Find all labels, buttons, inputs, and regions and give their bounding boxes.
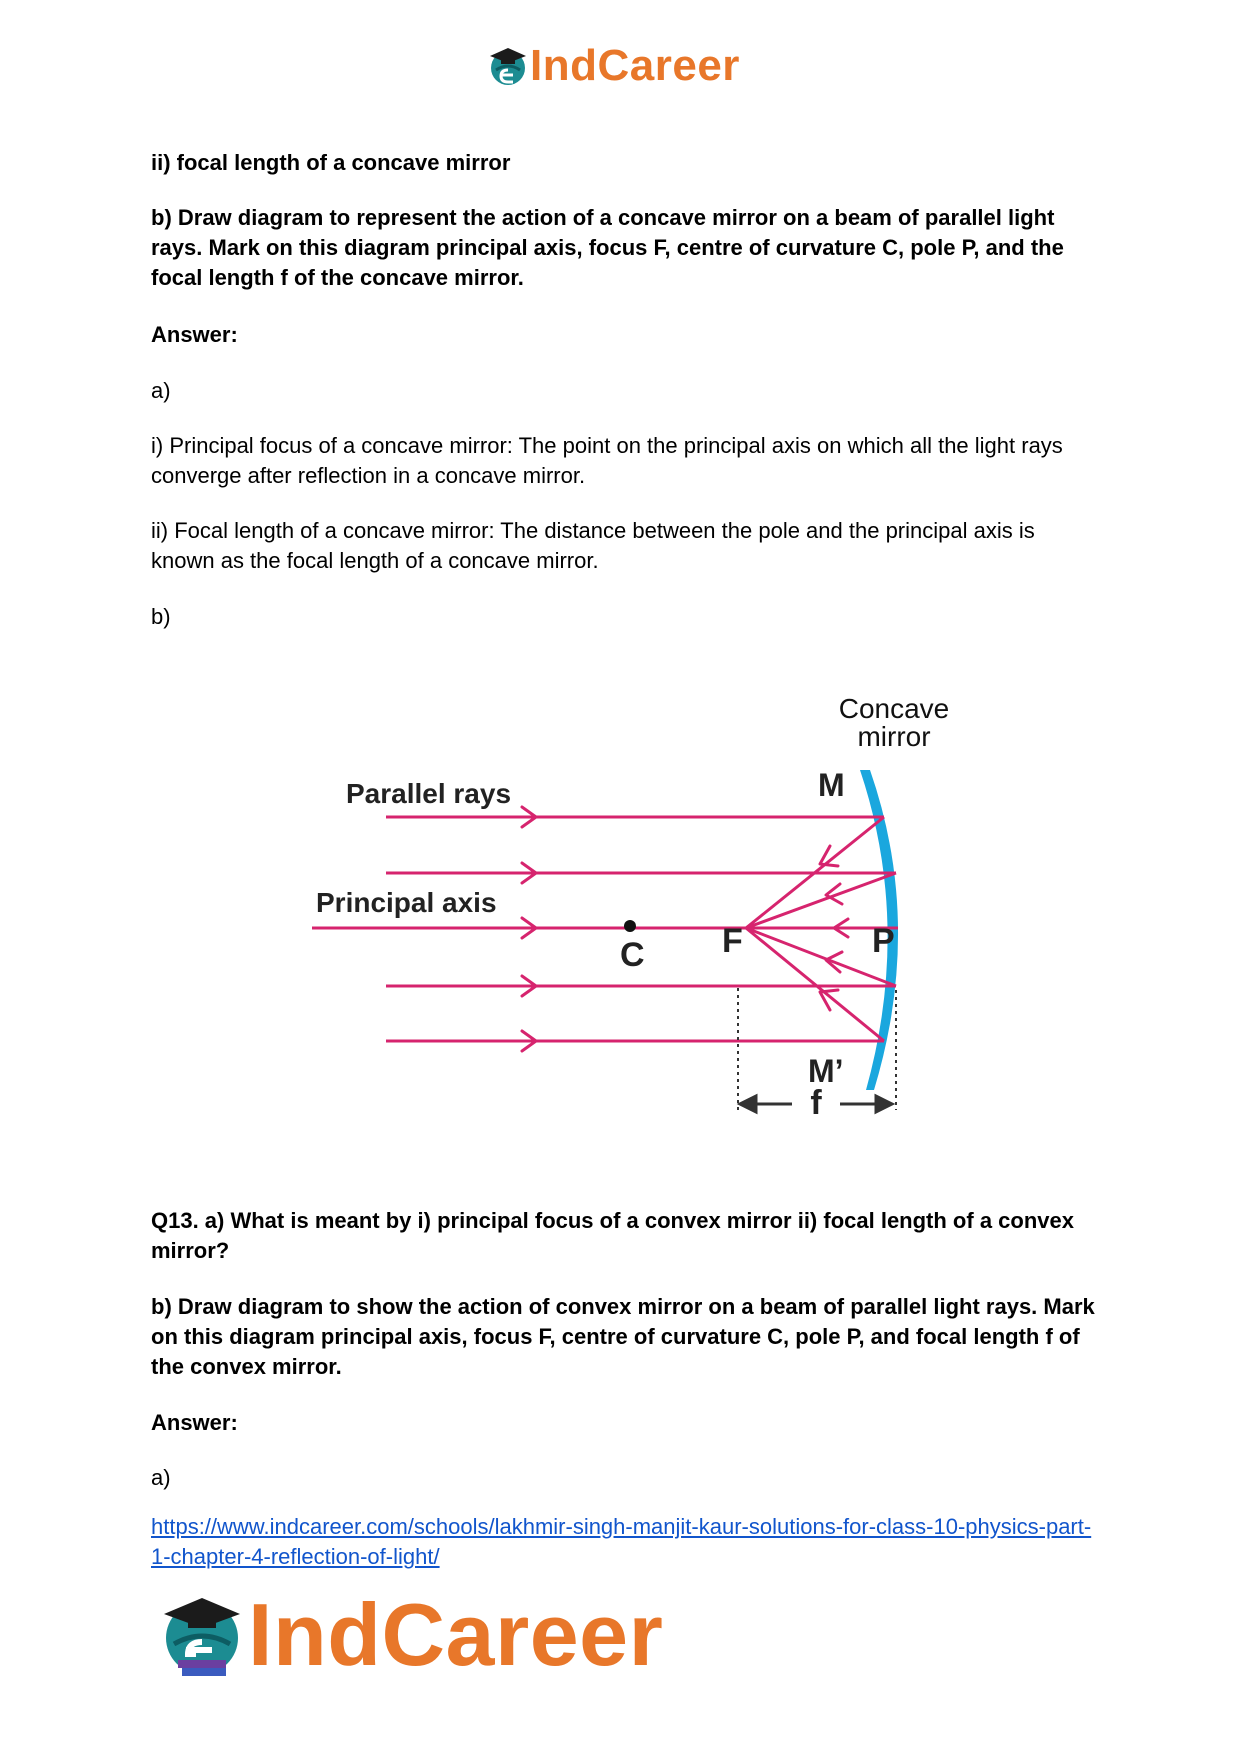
footer-logo-text: IndCareer [248,1585,664,1684]
question-13-b: b) Draw diagram to show the action of convex mirror on a beam of parallel light rays. Mark on this diagram principal axis, focus F, centre of curvature C, pole P, and focal length f of the convex mirror. [151,1294,1095,1379]
point-m-label: M [818,767,845,803]
answer-principal-focus: i) Principal focus of a concave mirror: The point on the principal axis on which all the light rays converge after reflection in a concave mirror. [151,433,1063,488]
parallel-rays-label: Parallel rays [346,778,512,809]
answer-heading-1: Answer: [151,322,238,347]
graduation-globe-books-icon [160,1590,244,1680]
reflected-ray-2 [746,873,896,928]
mirror-label-line1: Concave [838,693,950,724]
source-link[interactable]: https://www.indcareer.com/schools/lakhmir-singh-manjit-kaur-solutions-for-class-10-physics-part-1-chapter-4-reflection-of-light/ [151,1514,1092,1569]
arrowhead [740,1096,756,1112]
concave-mirror-diagram [300,690,960,1140]
header-logo-text: IndCareer [530,41,740,90]
mirror-label-line2: mirror [857,721,931,752]
principal-axis-label: Principal axis [316,887,497,918]
question-12-a-ii: ii) focal length of a concave mirror [151,150,511,175]
point-m-prime-label: M’ [808,1053,844,1089]
answer-part-b-1: b) [151,604,171,629]
question-12-b: b) Draw diagram to represent the action of a concave mirror on a beam of parallel light rays. Mark on this diagram principal axis, focus F, centre of curvature C, pole P, and the focal length f of the concave mirror. [151,205,1064,290]
answer-heading-2: Answer: [151,1410,238,1435]
focus-f-label: F [722,922,743,960]
pole-p-label: P [872,922,895,960]
answer-part-a-1: a) [151,378,171,403]
graduation-globe-icon [488,44,528,88]
centre-of-curvature-point [624,920,636,932]
answer-focal-length: ii) Focal length of a concave mirror: The distance between the pole and the principal axis is known as the focal length of a concave mirror. [151,518,1035,573]
answer-part-a-2: a) [151,1465,171,1490]
footer-logo [160,1585,663,1685]
question-13-a: Q13. a) What is meant by i) principal focus of a convex mirror ii) focal length of a convex mirror? [151,1208,1074,1263]
arrowhead [876,1096,892,1112]
centre-c-label: C [620,936,645,974]
focal-length-f-label: f [810,1084,822,1122]
header-logo [488,40,740,92]
